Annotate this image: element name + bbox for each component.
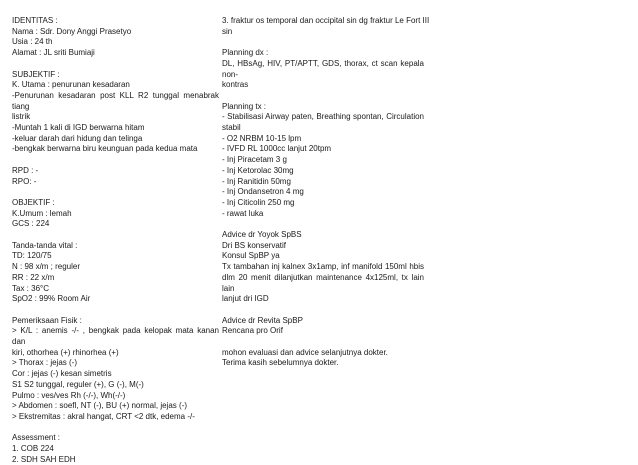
right-text-line: - Inj Ranitidin 50mg	[222, 176, 291, 186]
left-text-line: listrik	[12, 112, 31, 122]
left-text-line: -Penurunan kesadaran post KLL R2 tunggal menabrak tiang	[12, 90, 219, 111]
left-column	[12, 16, 219, 465]
left-text-line: > K/L : anemis -/- , bengkak pada kelopak mata kanan dan	[12, 326, 219, 347]
right-text-line: kontras	[222, 80, 249, 90]
left-text-line: kiri, othorhea (+) rhinorhea (+)	[12, 347, 119, 357]
blank-line	[222, 305, 424, 316]
right-text-line: Planning dx :	[222, 48, 269, 58]
blank-line	[222, 37, 424, 48]
left-text-line: N : 98 x/m ; reguler	[12, 262, 81, 272]
right-text-line: Dri BS konservatif	[222, 240, 287, 250]
right-text-line: - Inj Citicolin 250 mg	[222, 197, 295, 207]
left-text-line: RPO: -	[12, 176, 37, 186]
left-text-line: RR : 22 x/m	[12, 272, 55, 282]
left-text-line: TD: 120/75	[12, 251, 52, 261]
right-text-line: DL, HBsAg, HIV, PT/APTT, GDS, thorax, ct scan kepala non-	[222, 58, 424, 79]
left-text-line: SUBJEKTIF :	[12, 69, 60, 79]
blank-line	[222, 219, 424, 230]
left-text-line: 2. SDH SAH EDH	[12, 454, 76, 464]
right-text-line: - rawat luka	[222, 208, 264, 218]
left-text-line: K. Utama : penurunan kesadaran	[12, 80, 130, 90]
left-text-line: Assessment :	[12, 433, 61, 443]
left-text-line: S1 S2 tunggal, reguler (+), G (-), M(-)	[12, 379, 144, 389]
left-text-line: Alamat : JL sriti Bumiaji	[12, 48, 95, 58]
right-text-line: Terima kasih sebelumnya dokter.	[222, 358, 339, 368]
left-text-line: Tanda-tanda vital :	[12, 240, 78, 250]
right-text-line: Advice dr Yoyok SpBS	[222, 230, 302, 240]
blank-line	[222, 337, 424, 348]
right-text-line: stabil	[222, 123, 241, 132]
left-text-line: -keluar darah dari hidung dan telinga	[12, 133, 143, 143]
right-text-line: Advice dr Revita SpBP	[222, 315, 303, 325]
left-text-line: IDENTITAS :	[12, 16, 58, 25]
left-text-line: Pemeriksaan Fisik :	[12, 315, 82, 325]
left-text-line: K.Umum : lemah	[12, 208, 72, 218]
right-text-line: - IVFD RL 1000cc lanjut 20tpm	[222, 144, 332, 154]
blank-line	[12, 230, 219, 241]
left-text-line: > Abdomen : soefl, NT (-), BU (+) normal, jejas (-)	[12, 401, 188, 411]
right-text-line: lanjut dri IGD	[222, 294, 269, 304]
right-text-line: - Inj Ketorolac 30mg	[222, 165, 294, 175]
right-text-line: - Inj Piracetam 3 g	[222, 155, 287, 165]
blank-line	[12, 187, 219, 198]
blank-line	[12, 305, 219, 316]
left-text-line: SpO2 : 99% Room Air	[12, 294, 91, 304]
left-text-line: OBJEKTIF :	[12, 197, 55, 207]
left-text-line: Pulmo : ves/ves Rh (-/-), Wh(-/-)	[12, 390, 126, 400]
left-text-line: -Muntah 1 kali di IGD berwarna hitam	[12, 123, 145, 133]
blank-line	[12, 423, 219, 434]
left-text-line: RPD : -	[12, 165, 39, 175]
left-text-line: 1. COB 224	[12, 444, 54, 454]
left-text-line: Cor : jejas (-) kesan simetris	[12, 369, 112, 379]
right-text-line: Rencana pro Orif	[222, 326, 283, 336]
right-text-line: sin	[222, 26, 233, 36]
right-text-line: Tx tambahan inj kalnex 3x1amp, inf manifold 150ml hbis	[222, 262, 424, 272]
right-text-line: 3. fraktur os temporal dan occipital sin dg fraktur Le Fort III	[222, 16, 430, 25]
right-text-line: - O2 NRBM 10-15 lpm	[222, 133, 302, 143]
right-column	[222, 16, 430, 369]
left-text-line: -bengkak berwarna biru keunguan pada kedua mata	[12, 144, 198, 154]
left-text-line: Tax : 36°C	[12, 283, 49, 293]
right-text-line: - Stabilisasi Airway paten, Breathing spontan, Circulation	[222, 112, 424, 122]
left-text-line: > Thorax : jejas (-)	[12, 358, 77, 368]
left-text-line: > Ekstremitas : akral hangat, CRT <2 dtk, edema -/-	[12, 411, 195, 421]
left-text-line: Usia : 24 th	[12, 37, 53, 47]
right-text-line: mohon evaluasi dan advice selanjutnya dokter.	[222, 347, 388, 357]
left-text-line: GCS : 224	[12, 219, 50, 229]
right-text-line: dlm 20 menit dilanjutkan maintenance 4x125ml, tx lain lain	[222, 272, 424, 293]
right-text-line: - Inj Ondansetron 4 mg	[222, 187, 304, 197]
blank-line	[222, 91, 424, 102]
right-text-line: Planning tx :	[222, 101, 267, 111]
blank-line	[12, 59, 219, 70]
blank-line	[12, 155, 219, 166]
left-text-line: Nama : Sdr. Dony Anggi Prasetyo	[12, 26, 132, 36]
right-text-line: Konsul SpBP ya	[222, 251, 280, 261]
